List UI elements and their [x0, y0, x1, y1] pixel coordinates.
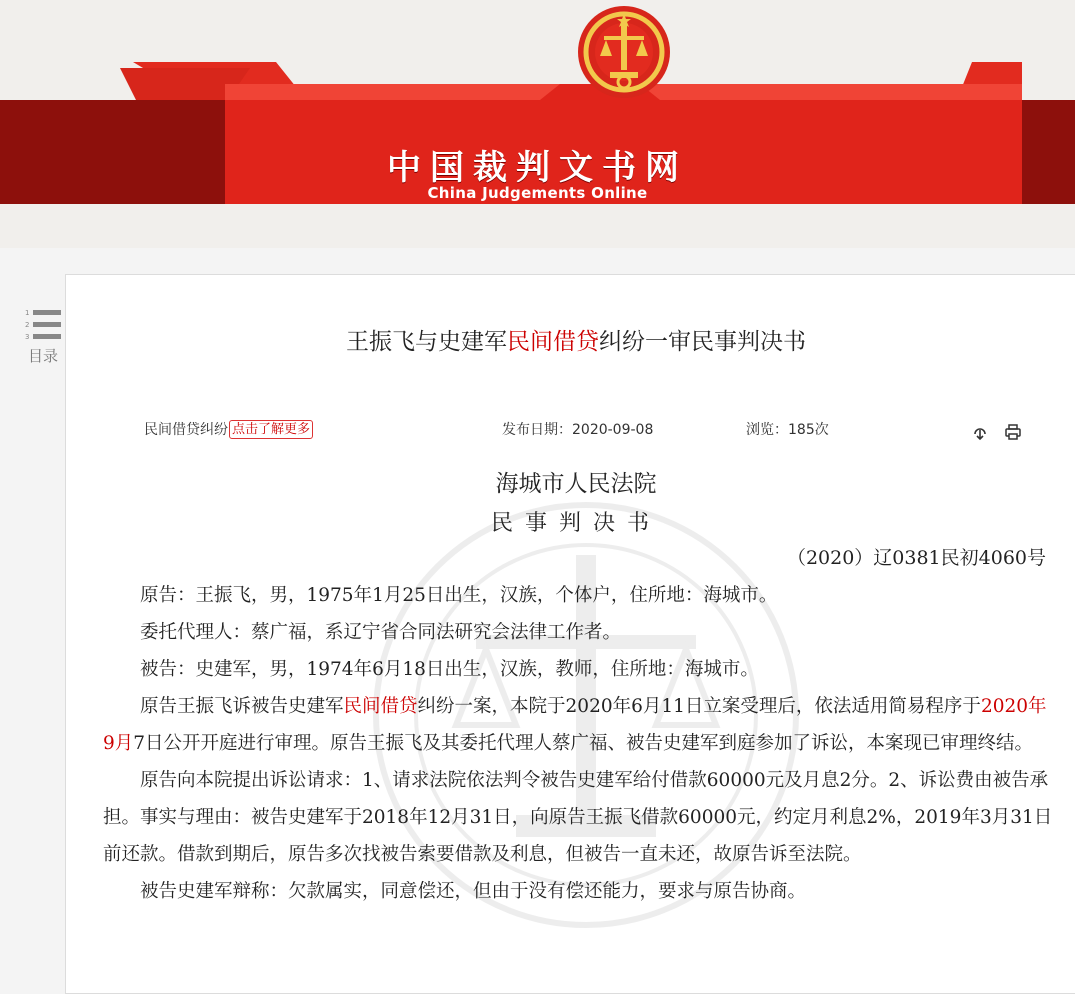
print-button[interactable] [1004, 423, 1022, 445]
download-icon [971, 423, 989, 441]
case-summary-paragraph [103, 688, 1053, 762]
view-count: 浏览：185次 [746, 422, 829, 438]
judgment-body [103, 577, 1053, 910]
site-title: 中国裁判文书网 [387, 148, 688, 188]
text-segment: 原告王振飞诉被告史建军 [140, 696, 344, 717]
svg-text:2: 2 [25, 321, 30, 329]
numbered-list-icon [23, 305, 63, 343]
text-segment: 纠纷一案，本院于2020年6月11日立案受理后，依法适用简易程序于 [417, 696, 981, 717]
toc-toggle[interactable] [20, 305, 66, 366]
print-icon [1004, 423, 1022, 441]
document-tools [971, 423, 1032, 445]
banner-ribbon-decor [0, 0, 1075, 248]
agent-paragraph: 委托代理人：蔡广福，系辽宁省合同法研究会法律工作者。 [140, 622, 622, 643]
cause-highlight[interactable]: 民间借贷 [343, 696, 418, 717]
case-cause [144, 419, 313, 439]
site-header [0, 0, 1075, 248]
case-cause-label: 民间借贷纠纷 [144, 422, 228, 438]
date-highlight[interactable]: 2020年9月 [103, 696, 1047, 754]
text-segment: 7日公开开庭进行审理。原告王振飞及其委托代理人蔡广福、被告史建军到庭参加了诉讼，本案现已审理终结。 [133, 733, 1034, 754]
document-title [66, 323, 1075, 356]
plaintiff-paragraph: 原告：王振飞，男，1975年1月25日出生，汉族，个体户，住所地：海城市。 [140, 585, 778, 606]
court-name: 海城市人民法院 [495, 471, 657, 497]
document-type: 民事判决书 [490, 511, 661, 536]
document-card [65, 274, 1075, 994]
svg-text:1: 1 [25, 309, 30, 317]
site-subtitle: China Judgements Online [427, 184, 648, 202]
svg-text:3: 3 [25, 333, 30, 341]
defense-paragraph: 被告史建军辩称：欠款属实，同意偿还，但由于没有偿还能力，要求与原告协商。 [140, 881, 807, 902]
title-part: 王振飞与史建军 [346, 329, 507, 355]
title-cause-highlight[interactable]: 民间借贷 [507, 329, 599, 355]
download-button[interactable] [971, 423, 989, 445]
defendant-paragraph: 被告：史建军，男，1974年6月18日出生，汉族，教师，住所地：海城市。 [140, 659, 759, 680]
court-emblem-icon [576, 4, 672, 100]
learn-more-link[interactable]: 点击了解更多 [229, 420, 313, 439]
case-number: （2020）辽0381民初4060号 [786, 547, 1046, 569]
claims-paragraph: 原告向本院提出诉讼请求：1、请求法院依法判令被告史建军给付借款60000元及月息2分。2、诉讼费由被告承担。事实与理由：被告史建军于2018年12月31日，向原告王振飞借款60000元，约定月利息2%，2019年3月31日前还款。借款到期后，原告多次找被告索要借款及利息，但被告一直未还，故原告诉至法院。 [103, 770, 1053, 865]
publish-date: 发布日期：2020-09-08 [502, 422, 654, 438]
toc-label: 目录 [27, 347, 58, 365]
title-part: 纠纷一审民事判决书 [599, 329, 806, 355]
